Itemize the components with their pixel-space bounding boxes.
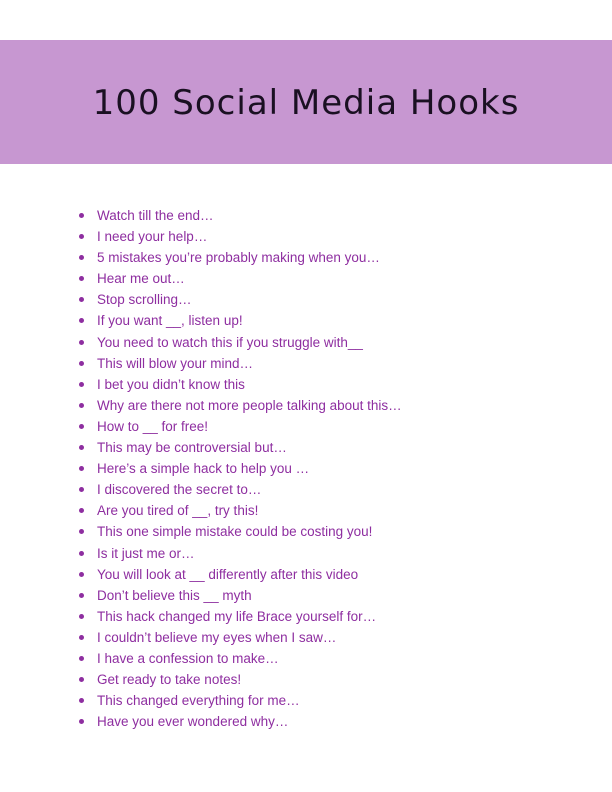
list-item bbox=[79, 416, 402, 437]
bullet-icon bbox=[79, 656, 84, 661]
list-item bbox=[79, 226, 402, 247]
hook-text: Watch till the end… bbox=[97, 208, 214, 223]
list-item bbox=[79, 606, 402, 627]
bullet-icon bbox=[79, 255, 84, 260]
list-item bbox=[79, 648, 402, 669]
list-item bbox=[79, 564, 402, 585]
hook-text: I couldn’t believe my eyes when I saw… bbox=[97, 629, 337, 645]
hook-text: You need to watch this if you struggle with__ bbox=[97, 334, 363, 350]
bullet-icon bbox=[79, 297, 84, 302]
list-item bbox=[79, 332, 402, 353]
list-item bbox=[79, 247, 402, 268]
list-item bbox=[79, 711, 402, 732]
hook-text: Hear me out… bbox=[97, 271, 185, 287]
list-item bbox=[79, 627, 402, 648]
hook-text: This will blow your mind… bbox=[97, 355, 254, 371]
bullet-icon bbox=[79, 445, 84, 450]
list-item bbox=[79, 395, 402, 416]
list-item bbox=[79, 374, 402, 395]
bullet-icon bbox=[79, 698, 84, 703]
list-item bbox=[79, 500, 402, 521]
list-item bbox=[79, 585, 402, 606]
list-item bbox=[79, 353, 402, 374]
hook-text: This hack changed my life Brace yourself for… bbox=[97, 608, 377, 624]
list-item bbox=[79, 479, 402, 500]
list-item bbox=[79, 521, 402, 542]
hook-text: This may be controversial but… bbox=[97, 440, 287, 456]
bullet-icon bbox=[79, 635, 84, 640]
hook-text: I discovered the secret to… bbox=[97, 482, 262, 498]
list-item bbox=[79, 205, 402, 226]
hook-text: If you want __, listen up! bbox=[97, 313, 243, 329]
list-item bbox=[79, 289, 402, 310]
bullet-icon bbox=[79, 318, 84, 323]
hooks-list bbox=[79, 205, 402, 732]
list-item bbox=[79, 437, 402, 458]
bullet-icon bbox=[79, 340, 84, 345]
bullet-icon bbox=[79, 593, 84, 598]
hook-text: You will look at __ differently after this video bbox=[97, 566, 359, 582]
bullet-icon bbox=[79, 551, 84, 556]
bullet-icon bbox=[79, 424, 84, 429]
title-banner bbox=[0, 40, 612, 164]
bullet-icon bbox=[79, 234, 84, 239]
hook-text: Have you ever wondered why… bbox=[97, 714, 289, 730]
hook-text: Here’s a simple hack to help you … bbox=[97, 461, 310, 477]
bullet-icon bbox=[79, 361, 84, 366]
bullet-icon bbox=[79, 614, 84, 619]
hook-text: I bet you didn’t know this bbox=[97, 376, 245, 392]
bullet-icon bbox=[79, 529, 84, 534]
bullet-icon bbox=[79, 382, 84, 387]
bullet-icon bbox=[79, 213, 84, 218]
hook-text: Is it just me or… bbox=[97, 545, 195, 561]
hook-text: Get ready to take notes! bbox=[97, 672, 242, 688]
bullet-icon bbox=[79, 719, 84, 724]
hook-text: I need your help… bbox=[97, 229, 208, 245]
bullet-icon bbox=[79, 508, 84, 513]
list-item bbox=[79, 543, 402, 564]
bullet-icon bbox=[79, 276, 84, 281]
hook-text: This one simple mistake could be costing you! bbox=[97, 524, 373, 540]
hook-text: 5 mistakes you’re probably making when you… bbox=[97, 250, 380, 266]
bullet-icon bbox=[79, 466, 84, 471]
hook-text: Why are there not more people talking about this… bbox=[97, 397, 402, 413]
hook-text: Stop scrolling… bbox=[97, 292, 192, 308]
list-item bbox=[79, 669, 402, 690]
hook-text: Don’t believe this __ myth bbox=[97, 587, 252, 603]
list-item bbox=[79, 690, 402, 711]
bullet-icon bbox=[79, 487, 84, 492]
hook-text: Are you tired of __, try this! bbox=[97, 503, 259, 519]
bullet-icon bbox=[79, 677, 84, 682]
bullet-icon bbox=[79, 403, 84, 408]
list-item bbox=[79, 458, 402, 479]
list-item bbox=[79, 268, 402, 289]
page-title: 100 Social Media Hooks bbox=[92, 83, 520, 123]
hook-text: I have a confession to make… bbox=[97, 650, 279, 666]
hook-text: This changed everything for me… bbox=[97, 693, 300, 709]
list-item bbox=[79, 310, 402, 331]
bullet-icon bbox=[79, 572, 84, 577]
hook-text: How to __ for free! bbox=[97, 418, 209, 434]
